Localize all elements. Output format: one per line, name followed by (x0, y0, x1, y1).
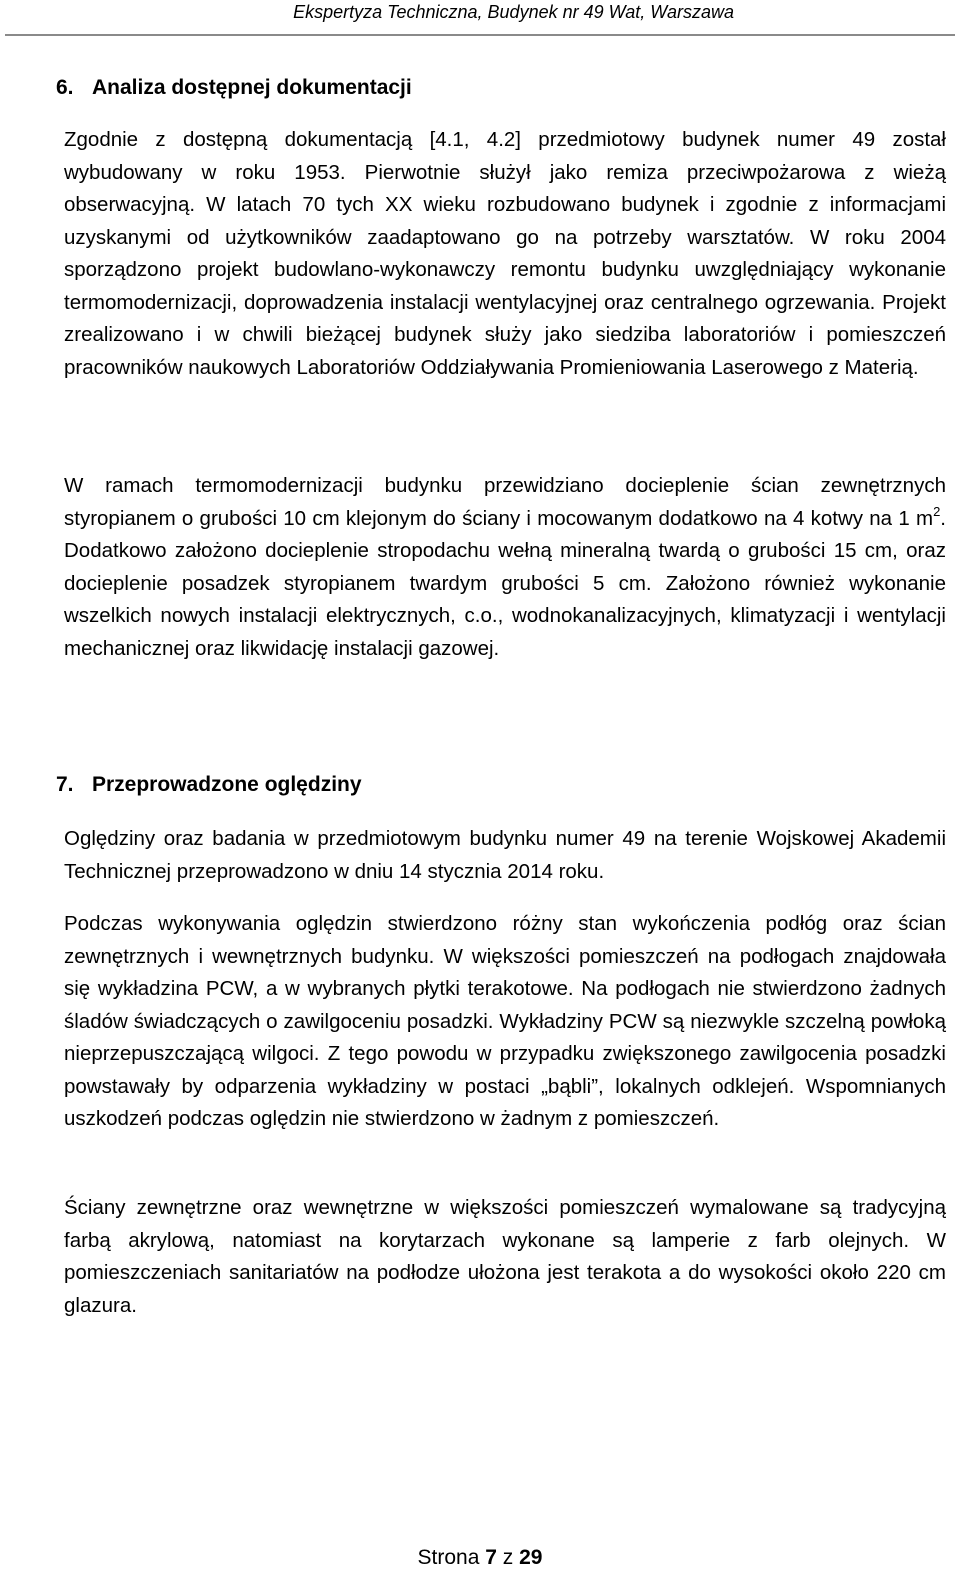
section-6-paragraph-2-text-b: . Dodatkowo założono docieplenie stropodachu wełną mineralną twardą o grubości 15 cm, oraz docieplenie posadzek styropianem twardym grubości 5 cm. Założono również wykonanie wszelkich nowych instalacji elektrycznych, c.o., wodnokanalizacyjnych, klimatyzacji i wentylacji mechanicznej oraz likwidację instalacji gazowej. (64, 506, 946, 660)
section-7-paragraph-3: Ściany zewnętrzne oraz wewnętrzne w większości pomieszczeń wymalowane są tradycyjną farbą akrylową, natomiast na korytarzach wykonane są lamperie z farb olejnych. W pomieszczeniach sanitariatów na podłodze ułożona jest terakota a do wysokości około 220 cm glazura. (64, 1196, 946, 1317)
section-6-paragraph-2-text-a: W ramach termomodernizacji budynku przewidziano docieplenie ścian zewnętrznych styropianem o grubości 10 cm klejonym do ściany i mocowanym dodatkowo na 4 kotwy na 1 m (64, 474, 946, 530)
page-label: Strona (417, 1546, 480, 1569)
total-pages-number: 29 (519, 1546, 543, 1569)
section-7-heading (56, 769, 362, 801)
section-7-title: Przeprowadzone oględziny (92, 773, 362, 796)
section-6-heading (56, 72, 412, 104)
page-separator: z (502, 1546, 514, 1569)
section-7-paragraph-2: Podczas wykonywania oględzin stwierdzono różny stan wykończenia podłóg oraz ścian zewnętrznych i wewnętrznych budynku. W większości pomieszczeń na podłogach znajdowała się wykładzina PCW, a w wybranych płytki terakotowe. Na podłogach nie stwierdzono żadnych śladów świadczących o zawilgoceniu posadzki. Wykładziny PCW są niezwykle szczelną powłoką nieprzepuszczającą wilgoci. Z tego powodu w przypadku zwiększonego zawilgocenia posadzki powstawały by odparzenia wykładziny w postaci „bąbli”, lokalnych odklejeń. Wspomnianych uszkodzeń podczas oględzin nie stwierdzono w żadnym z pomieszczeń. (64, 912, 946, 1130)
header-title: Ekspertyza Techniczna, Budynek nr 49 Wat, Warszawa (293, 2, 734, 22)
page-footer (0, 1542, 960, 1574)
section-6-title: Analiza dostępnej dokumentacji (92, 76, 412, 99)
section-6-paragraph-1: Zgodnie z dostępną dokumentacją [4.1, 4.2] przedmiotowy budynek numer 49 został wybudowany w roku 1953. Pierwotnie służył jako remiza przeciwpożarowa z wieżą obserwacyjną. W latach 70 tych XX wieku rozbudowano budynek i zgodnie z informacjami uzyskanymi od użytkowników zaadaptowano go na potrzeby warsztatów. W roku 2004 sporządzono projekt budowlano-wykonawczy remontu budynku uwzględniający wykonanie termomodernizacji, doprowadzenia instalacji wentylacyjnej oraz centralnego ogrzewania. Projekt zrealizowano i w chwili bieżącej budynek służy jako siedziba laboratoriów i pomieszczeń pracowników naukowych Laboratoriów Oddziaływania Promieniowania Laserowego z Materią. (64, 128, 946, 379)
header-divider (5, 34, 955, 36)
superscript-2: 2 (933, 503, 941, 519)
current-page-number: 7 (485, 1546, 497, 1569)
section-6-paragraph-2 (64, 470, 946, 665)
section-6-number: 6. (56, 76, 74, 99)
page-header (0, 0, 960, 36)
section-7-paragraph-1: Oględziny oraz badania w przedmiotowym budynku numer 49 na terenie Wojskowej Akademii Technicznej przeprowadzono w dniu 14 stycznia 2014 roku. (64, 827, 946, 883)
section-7-number: 7. (56, 773, 74, 796)
